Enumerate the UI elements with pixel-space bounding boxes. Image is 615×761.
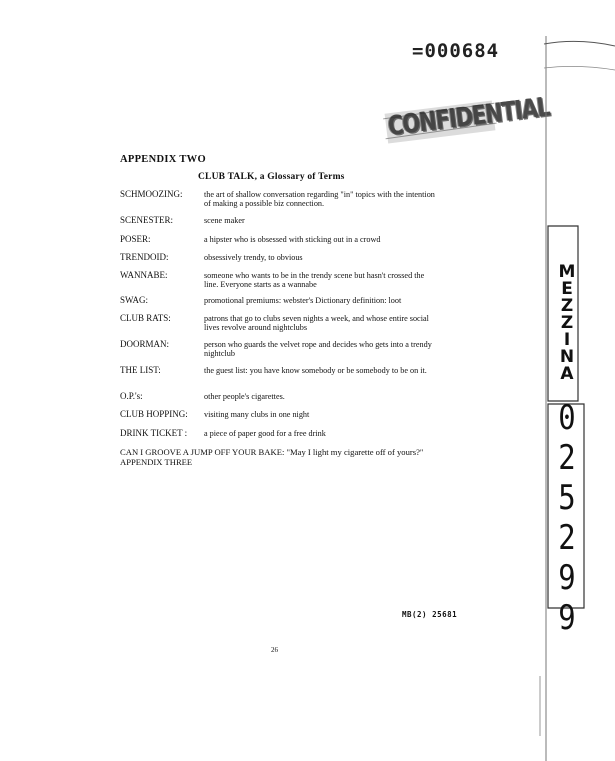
mezzina-letter: Z <box>560 313 574 333</box>
glossary-term: SCHMOOZING: <box>120 189 183 199</box>
edge-tab-digit: 0 <box>558 398 576 438</box>
bates-number-bottom: MB(2) 25681 <box>402 610 458 619</box>
bates-number-top <box>412 40 499 62</box>
page-number: 26 <box>271 646 278 654</box>
edge-tab-digit: 2 <box>558 518 576 558</box>
glossary-term: THE LIST: <box>120 365 161 375</box>
glossary-term: DOORMAN: <box>120 339 170 349</box>
glossary-definition: someone who wants to be in the trendy scene but hasn't crossed the line. Everyone starts as a wannabe <box>204 271 425 290</box>
glossary-term: SWAG: <box>120 295 149 305</box>
mezzina-letter: M <box>558 262 576 282</box>
mezzina-letter: Z <box>560 296 574 316</box>
mezzina-label <box>556 264 578 383</box>
edge-tab-digit: 5 <box>558 478 576 518</box>
glossary-definition: the guest list: you have know somebody or be somebody to be on it. <box>204 366 427 375</box>
glossary-term: CLUB RATS: <box>120 313 171 323</box>
closing-line: CAN I GROOVE A JUMP OFF YOUR BAKE: "May I light my cigarette off of yours?" <box>120 447 424 457</box>
glossary-definition: visiting many clubs in one night <box>204 410 310 419</box>
appendix-three-heading: APPENDIX THREE <box>120 457 193 467</box>
mezzina-letter: N <box>559 347 575 367</box>
appendix-title: APPENDIX TWO <box>120 154 206 165</box>
edge-tab-digit: 9 <box>558 598 576 638</box>
glossary-term: POSER: <box>120 234 151 244</box>
mezzina-letter: E <box>561 279 573 299</box>
mezzina-letter: I <box>563 330 571 350</box>
glossary-definition: the art of shallow conversation regarding "in" topics with the intention of making a possible biz connection. <box>204 190 435 209</box>
edge-tab-digit: 9 <box>558 558 576 598</box>
edge-tab-number <box>554 398 580 638</box>
closing-block <box>120 447 440 467</box>
mezzina-letter: A <box>560 364 574 384</box>
glossary-term: DRINK TICKET : <box>120 428 188 438</box>
edge-tab-digit: 2 <box>558 438 576 478</box>
glossary-definition: scene maker <box>204 216 245 225</box>
glossary-definition: patrons that go to clubs seven nights a week, and whose entire social lives revolve around nightclubs <box>204 314 429 333</box>
glossary-term: CLUB HOPPING: <box>120 409 188 419</box>
glossary-term: O.P.'s: <box>120 391 143 401</box>
glossary-term: TRENDOID: <box>120 252 169 262</box>
glossary-term: WANNABE: <box>120 270 168 280</box>
glossary-definition: a piece of paper good for a free drink <box>204 429 326 438</box>
glossary-definition: promotional premiums: webster's Dictionary definition: loot <box>204 296 402 305</box>
confidential-stamp <box>382 91 551 146</box>
glossary-definition: person who guards the velvet rope and decides who gets into a trendy nightclub <box>204 340 432 359</box>
glossary-definition: other people's cigarettes. <box>204 392 285 401</box>
glossary-definition: obsessively trendy, to obvious <box>204 253 303 262</box>
glossary-term: SCENESTER: <box>120 215 174 225</box>
bates-strike-mark: = <box>412 40 425 62</box>
bates-number-top-value: 000684 <box>424 40 500 62</box>
glossary-title: CLUB TALK, a Glossary of Terms <box>198 172 345 182</box>
stamp-text: CONFIDENTIAL <box>386 91 551 142</box>
glossary-definition: a hipster who is obsessed with sticking out in a crowd <box>204 235 381 244</box>
